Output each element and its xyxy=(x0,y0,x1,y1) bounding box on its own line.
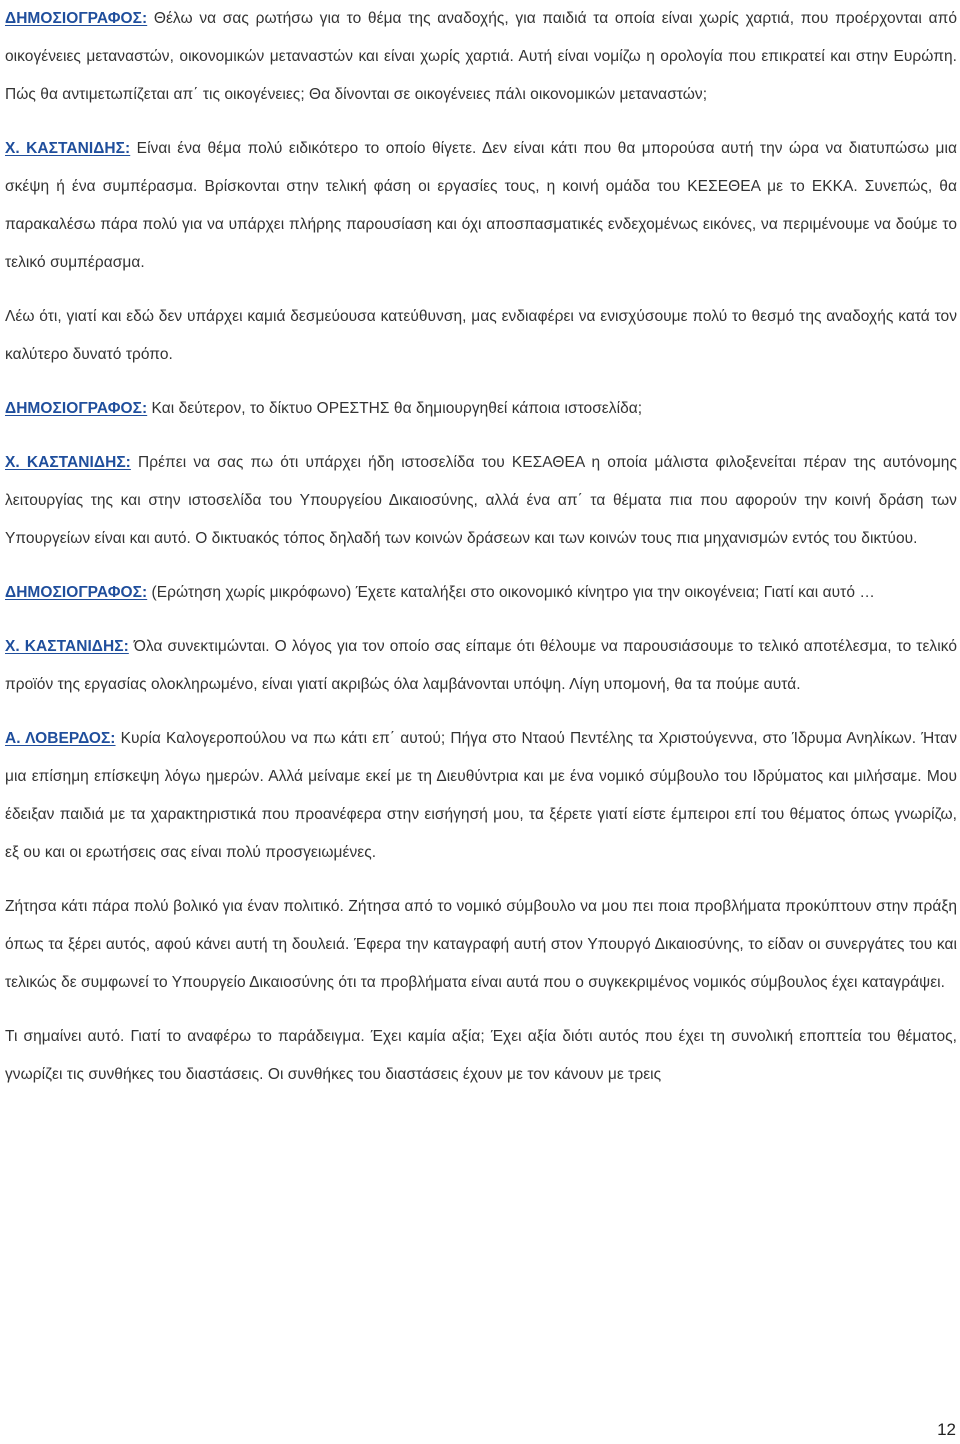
speaker-label: Χ. ΚΑΣΤΑΝΙΔΗΣ: xyxy=(5,140,131,157)
paragraph-7 xyxy=(5,628,957,704)
paragraph-10 xyxy=(5,1018,957,1094)
speaker-label: ΔΗΜΟΣΙΟΓΡΑΦΟΣ: xyxy=(5,400,148,417)
paragraph-8 xyxy=(5,720,957,872)
paragraph-5 xyxy=(5,444,957,558)
paragraph-text: Λέω ότι, γιατί και εδώ δεν υπάρχει καμιά δεσμεύουσα κατεύθυνση, μας ενδιαφέρει να ενισχύσουμε πολύ το θεσμό της αναδοχής κατά τον καλύτερο δυνατό τρόπο. xyxy=(5,308,957,363)
paragraph-1 xyxy=(5,0,957,114)
document-page xyxy=(5,0,957,1094)
speaker-label: Χ. ΚΑΣΤΑΝΙΔΗΣ: xyxy=(5,454,131,471)
paragraph-text: Θέλω να σας ρωτήσω για το θέμα της αναδοχής, για παιδιά τα οποία είναι χωρίς χαρτιά, που προέρχονται από οικογένειες μεταναστών, οικονομικών μεταναστών και είναι χωρίς χαρτιά. Αυτή είναι νομίζω η ορολογία που επικρατεί και στην Ευρώπη. Πώς θα αντιμετωπίζεται απ΄ τις οικογένειες; Θα δίνονται σε οικογένειες πάλι οικονομικών μεταναστών; xyxy=(5,10,957,103)
paragraph-text: Πρέπει να σας πω ότι υπάρχει ήδη ιστοσελίδα του ΚΕΣΑΘΕΑ η οποία μάλιστα φιλοξενείται πέραν της αυτόνομης λειτουργίας της και στην ιστοσελίδα του Υπουργείου Δικαιοσύνης, αλλά ένα απ΄ τα θέματα πια που αφορούν την κοινή δράση των Υπουργείων είναι και αυτό. Ο δικτυακός τόπος δηλαδή των κοινών δράσεων και των κοινών τους πια μηχανισμών εντός του δικτύου. xyxy=(5,454,957,547)
speaker-label: Χ. ΚΑΣΤΑΝΙΔΗΣ: xyxy=(5,638,129,655)
paragraph-text: Είναι ένα θέμα πολύ ειδικότερο το οποίο θίγετε. Δεν είναι κάτι που θα μπορούσα αυτή την ώρα να διατυπώσω μια σκέψη ή ένα συμπέρασμα. Βρίσκονται στην τελική φάση οι εργασίες τους, η κοινή ομάδα του ΚΕΣΕΘΕΑ με το ΕΚΚΑ. Συνεπώς, θα παρακαλέσω πάρα πολύ για να υπάρχει πλήρης παρουσίαση και όχι αποσπασματικές ενδεχομένως εικόνες, να περιμένουμε να δούμε το τελικό συμπέρασμα. xyxy=(5,140,957,271)
page-number: 12 xyxy=(937,1420,956,1439)
paragraph-2 xyxy=(5,130,957,282)
paragraph-4 xyxy=(5,390,957,428)
speaker-label: ΔΗΜΟΣΙΟΓΡΑΦΟΣ: xyxy=(5,10,148,27)
paragraph-text: (Ερώτηση χωρίς μικρόφωνο) Έχετε καταλήξει στο οικονομικό κίνητρο για την οικογένεια; Γιατί και αυτό … xyxy=(147,584,875,601)
paragraph-3 xyxy=(5,298,957,374)
paragraph-6 xyxy=(5,574,957,612)
paragraph-9 xyxy=(5,888,957,1002)
paragraph-text: Ζήτησα κάτι πάρα πολύ βολικό για έναν πολιτικό. Ζήτησα από το νομικό σύμβουλο να μου πει ποια προβλήματα προκύπτουν στην πράξη όπως τα ξέρει αυτός, αφού κάνει αυτή τη δουλειά. Έφερα την καταγραφή αυτή στον Υπουργό Δικαιοσύνης, το είδαν οι συνεργάτες του και τελικώς δε συμφωνεί το Υπουργείο Δικαιοσύνης ότι τα προβλήματα είναι αυτά που ο συγκεκριμένος νομικός σύμβουλος έχει καταγράψει. xyxy=(5,898,957,991)
speaker-label: ΔΗΜΟΣΙΟΓΡΑΦΟΣ: xyxy=(5,584,148,601)
paragraph-text: Κυρία Καλογεροπούλου να πω κάτι επ΄ αυτού; Πήγα στο Νταού Πεντέλης τα Χριστούγεννα, στο Ίδρυμα Ανηλίκων. Ήταν μια επίσημη επίσκεψη λόγω ημερών. Αλλά μείναμε εκεί με τη Διευθύντρια και με ένα νομικό σύμβουλο του Ιδρύματος και μιλήσαμε. Μου έδειξαν παιδιά με τα χαρακτηριστικά που προανέφερα στην εισήγησή μου, τα ξέρετε γιατί είστε έμπειροι επί του θέματος όπως γνωρίζω, εξ ου και οι ερωτήσεις σας είναι πολύ προσγειωμένες. xyxy=(5,730,957,861)
paragraph-text: Και δεύτερον, το δίκτυο ΟΡΕΣΤΗΣ θα δημιουργηθεί κάποια ιστοσελίδα; xyxy=(147,400,643,417)
speaker-label: Α. ΛΟΒΕΡΔΟΣ: xyxy=(5,730,116,747)
paragraph-text: Όλα συνεκτιμώνται. Ο λόγος για τον οποίο σας είπαμε ότι θέλουμε να παρουσιάσουμε το τελικό αποτέλεσμα, το τελικό προϊόν της εργασίας ολοκληρωμένο, είναι γιατί ακριβώς όλα λαμβάνονται υπόψη. Λίγη υπομονή, θα τα πούμε αυτά. xyxy=(5,638,957,693)
paragraph-text: Τι σημαίνει αυτό. Γιατί το αναφέρω το παράδειγμα. Έχει καμία αξία; Έχει αξία διότι αυτός που έχει τη συνολική εποπτεία του θέματος, γνωρίζει τις συνθήκες του διαστάσεις. Οι συνθήκες του διαστάσεις έχουν με τον κάνουν με τρεις xyxy=(5,1028,957,1083)
